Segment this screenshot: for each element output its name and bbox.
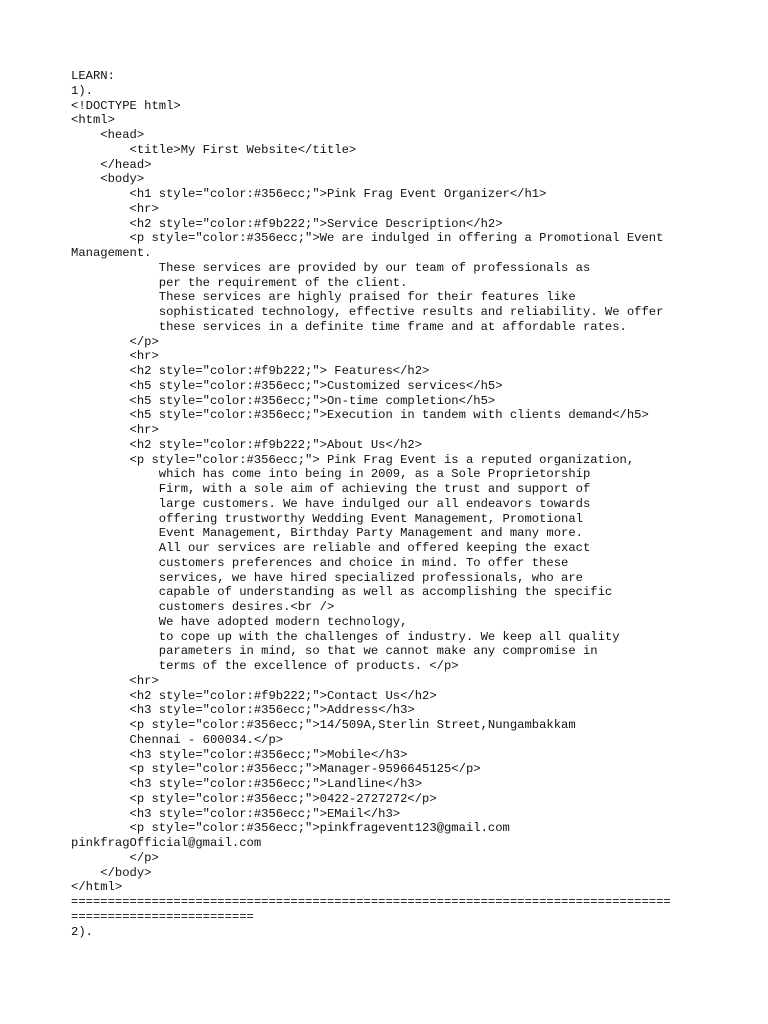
text-line: <h1 style="color:#356ecc;">Pink Frag Event Organizer</h1> — [71, 187, 547, 201]
text-line: ========================= — [71, 909, 254, 924]
text-line: <h5 style="color:#356ecc;">Customized services</h5> — [71, 378, 503, 393]
text-line: pinkfragOfficial@gmail.com — [71, 836, 262, 850]
text-line: <p style="color:#356ecc;"> Pink Frag Event is a reputed organization, — [71, 452, 635, 467]
text-line: <hr> — [71, 673, 159, 688]
text-line: Event Management, Birthday Party Management and many more. — [71, 526, 583, 541]
text-line: <head> — [71, 128, 145, 142]
text-line: 2). — [71, 924, 93, 939]
text-line: which has come into being in 2009, as a Sole Proprietorship — [71, 467, 591, 482]
text-line: </p> — [71, 850, 159, 865]
text-line: <h2 style="color:#f9b222;">Service Description</h2> — [71, 216, 503, 231]
text-line: offering trustworthy Wedding Event Management, Promotional — [71, 511, 583, 526]
text-line: large customers. We have indulged our all endeavors towards — [71, 496, 591, 511]
text-line: <h2 style="color:#f9b222;">About Us</h2> — [71, 437, 423, 452]
text-line: </head> — [71, 157, 152, 172]
text-line: capable of understanding as well as accomplishing the specific — [71, 585, 613, 600]
text-line: <title>My First Website</title> — [71, 142, 357, 157]
text-line: </body> — [71, 865, 152, 880]
text-line: <p style="color:#356ecc;">14/509A,Sterlin Street,Nungambakkam — [71, 718, 576, 732]
text-line: <p style="color:#356ecc;">pinkfragevent123@gmail.com — [71, 821, 510, 836]
text-line: <h2 style="color:#f9b222;">Contact Us</h2> — [71, 688, 437, 703]
text-line: <h5 style="color:#356ecc;">On-time completion</h5> — [71, 393, 496, 408]
text-line: <h3 style="color:#356ecc;">Landline</h3> — [71, 777, 423, 791]
text-line: these services in a definite time frame and at affordable rates. — [71, 319, 627, 334]
text-line: These services are highly praised for their features like — [71, 290, 576, 305]
text-line: customers desires.<br /> — [71, 600, 335, 614]
text-line: to cope up with the challenges of industry. We keep all quality — [71, 629, 620, 644]
text-line: <html> — [71, 113, 115, 128]
text-line: <!DOCTYPE html> — [71, 98, 181, 113]
text-line: All our services are reliable and offered keeping the exact — [71, 541, 591, 555]
text-line: <h2 style="color:#f9b222;"> Features</h2> — [71, 364, 430, 378]
text-line: 1). — [71, 83, 93, 98]
text-line: Chennai - 600034.</p> — [71, 732, 284, 747]
text-line: LEARN: — [71, 69, 115, 83]
text-line: We have adopted modern technology, — [71, 614, 408, 629]
text-line: <p style="color:#356ecc;">0422-2727272</p> — [71, 791, 437, 806]
text-line: <body> — [71, 172, 145, 187]
text-line: These services are provided by our team of professionals as — [71, 260, 591, 275]
text-line: <p style="color:#356ecc;">Manager-9596645125</p> — [71, 762, 481, 777]
text-line: <h3 style="color:#356ecc;">Address</h3> — [71, 703, 415, 718]
text-line: <h5 style="color:#356ecc;">Execution in tandem with clients demand</h5> — [71, 408, 649, 423]
document-body — [71, 69, 751, 939]
text-line: </html> — [71, 880, 123, 895]
text-line: sophisticated technology, effective results and reliability. We offer — [71, 305, 664, 319]
text-line: terms of the excellence of products. </p> — [71, 659, 459, 673]
text-line: per the requirement of the client. — [71, 275, 408, 290]
text-line: parameters in mind, so that we cannot make any compromise in — [71, 644, 598, 659]
text-line: ================================================================================== — [71, 895, 671, 909]
text-line: <h3 style="color:#356ecc;">EMail</h3> — [71, 806, 401, 821]
text-line: customers preferences and choice in mind. To offer these — [71, 555, 569, 570]
text-line: <hr> — [71, 349, 159, 364]
text-line: Firm, with a sole aim of achieving the trust and support of — [71, 482, 591, 496]
text-line: <hr> — [71, 423, 159, 437]
text-line: Management. — [71, 246, 152, 260]
text-line: <p style="color:#356ecc;">We are indulged in offering a Promotional Event — [71, 231, 664, 246]
text-line: <hr> — [71, 201, 159, 216]
text-line: <h3 style="color:#356ecc;">Mobile</h3> — [71, 747, 408, 762]
text-line: </p> — [71, 334, 159, 349]
text-line: services, we have hired specialized professionals, who are — [71, 570, 583, 585]
